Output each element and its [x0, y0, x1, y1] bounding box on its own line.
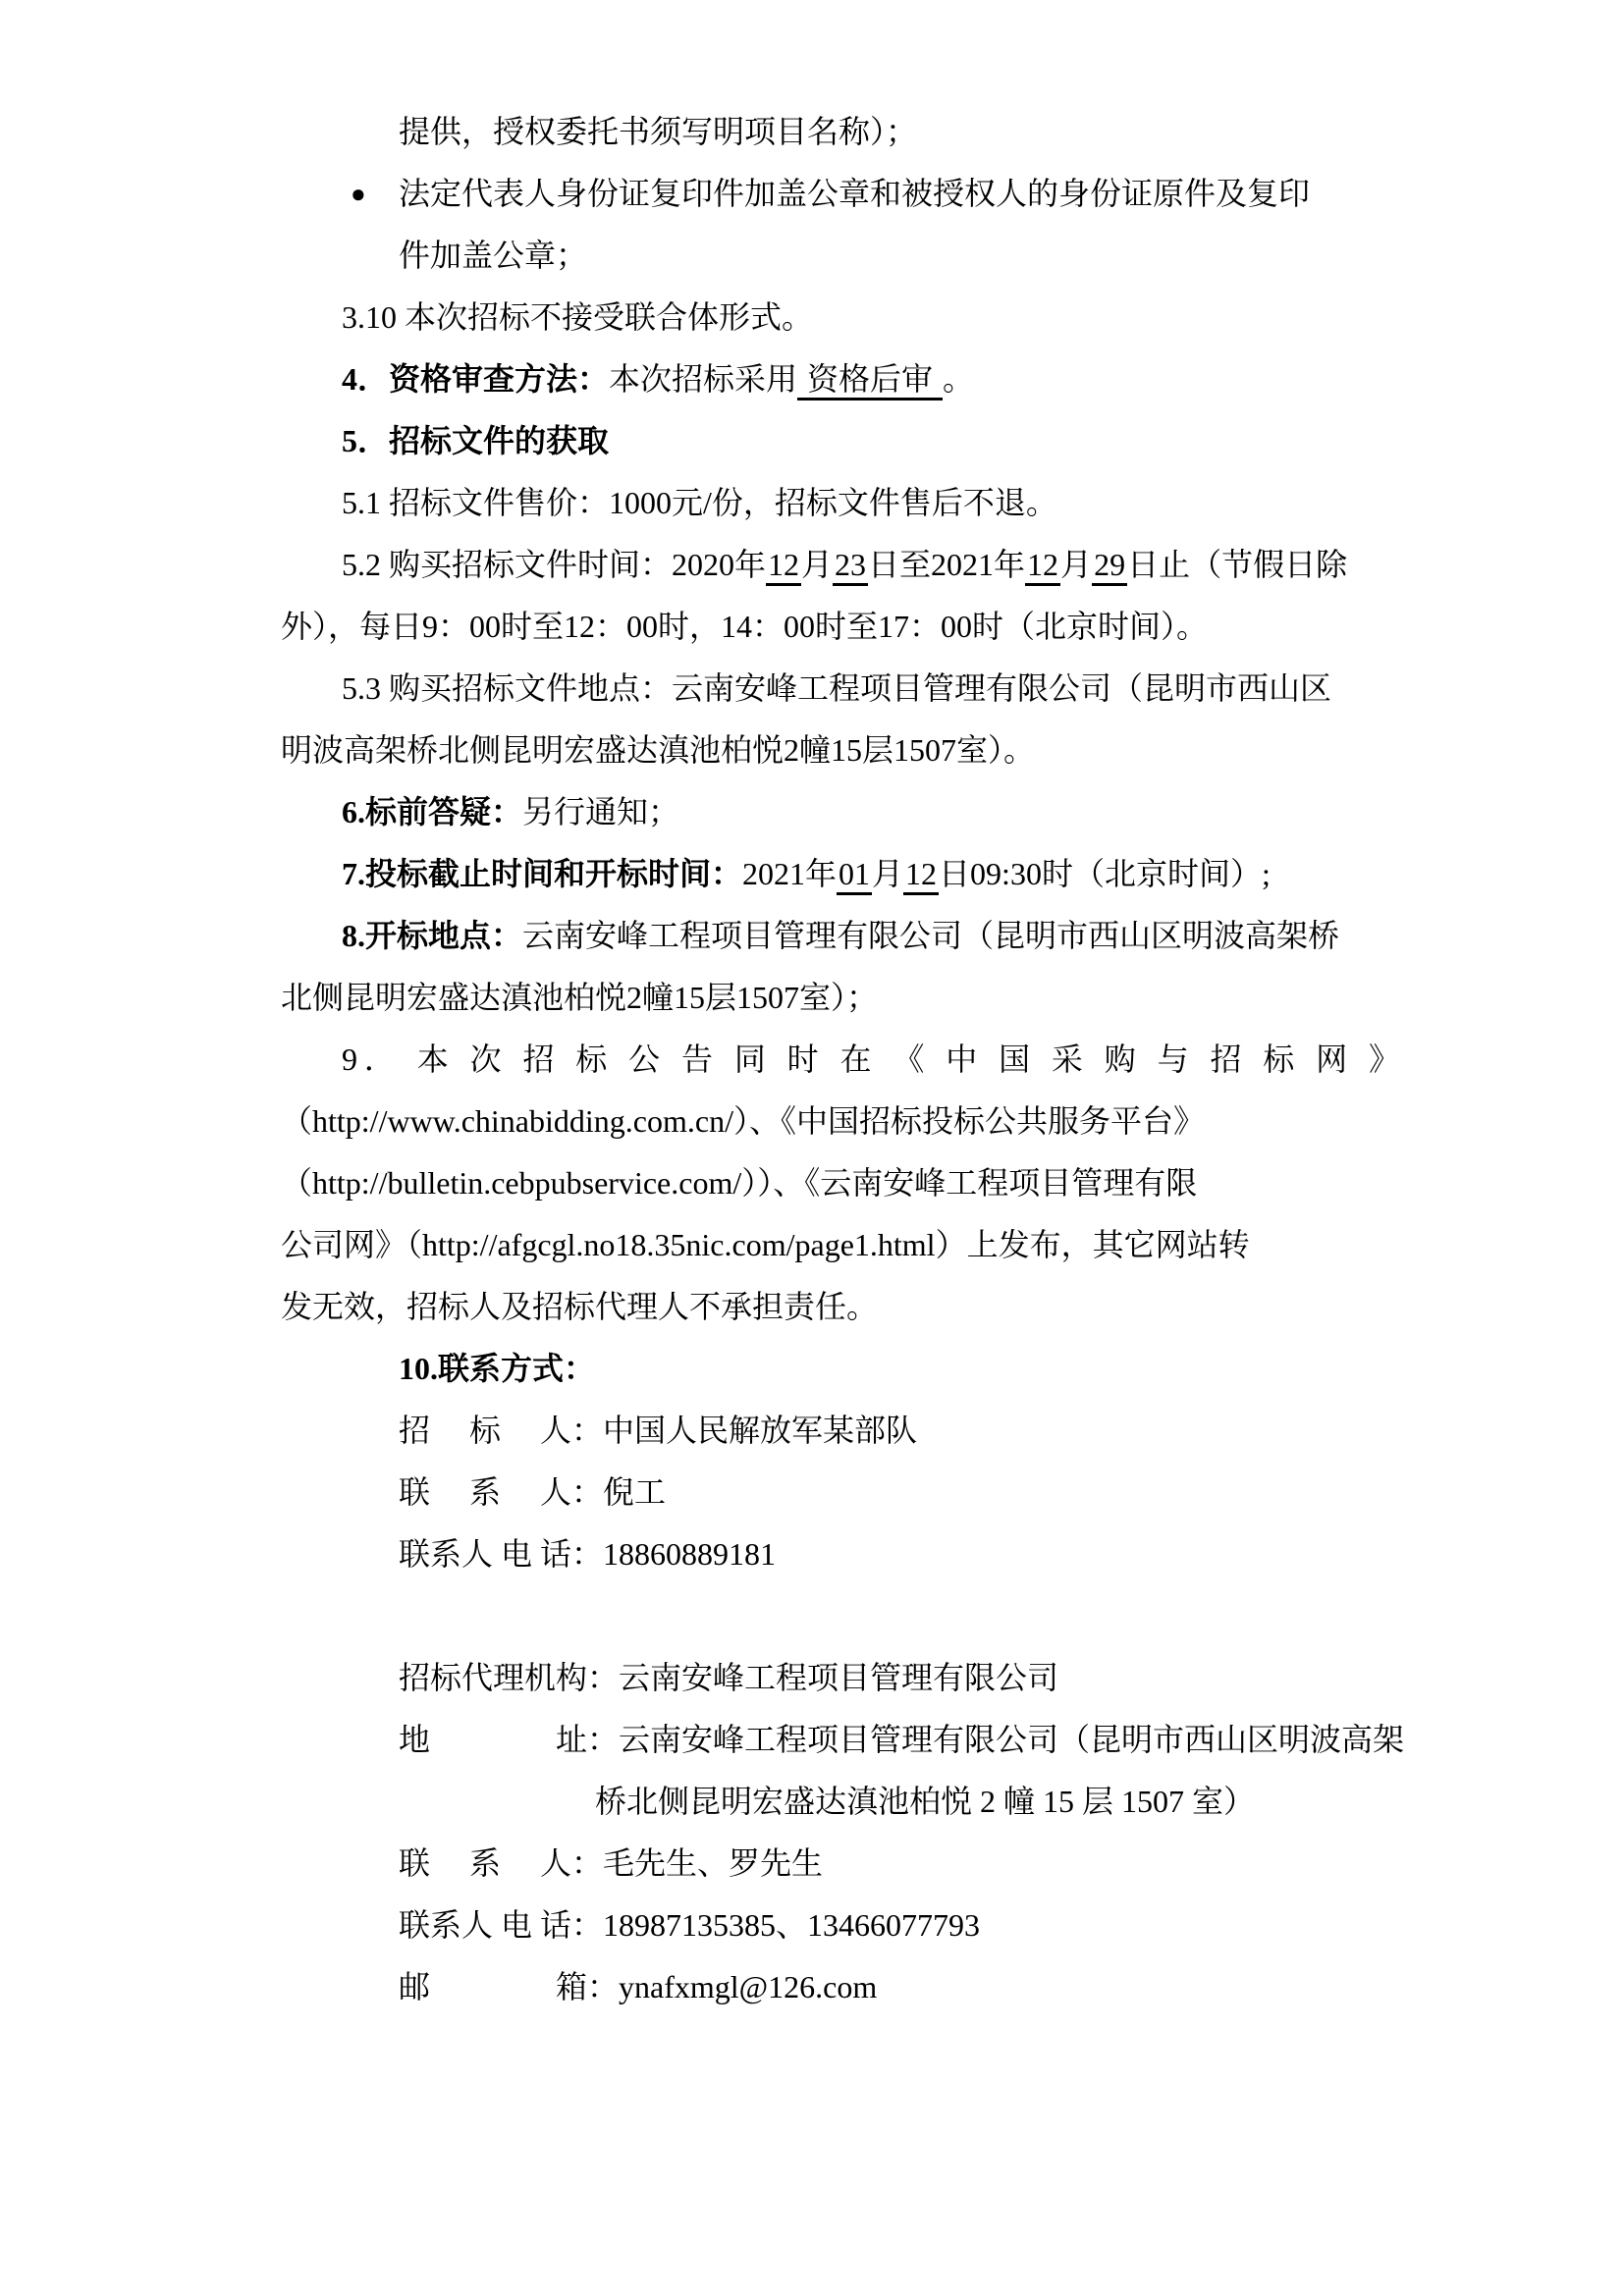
text-segment: 公司网》（http://afgcgl.no18.35nic.com/page1.html）上发布，其它网站转	[281, 1227, 1250, 1262]
document-line	[281, 1462, 1400, 1523]
text-segment: 明波高架桥北侧昆明宏盛达滇池柏悦2幢15层1507室）。	[281, 732, 1036, 768]
document-line	[281, 1400, 1400, 1462]
fill-in-blank-text: 29	[1092, 547, 1127, 586]
text-segment: 地 址：云南安峰工程项目管理有限公司（昆明市西山区明波高架	[399, 1722, 1405, 1757]
document-line	[281, 1152, 1400, 1214]
text-segment: 北侧昆明宏盛达滇池柏悦2幢15层1507室）；	[281, 980, 879, 1015]
text-segment: （http://www.chinabidding.com.cn/）、《中国招标投标公共服务平台》	[281, 1103, 1205, 1139]
text-segment: 联系人 电 话：18860889181	[399, 1536, 777, 1572]
document-line	[281, 967, 1400, 1029]
document-line	[281, 1709, 1405, 1771]
document-line	[281, 1956, 1400, 2018]
text-segment: 邮 箱：ynafxmgl@126.com	[399, 1969, 878, 2004]
text-segment: 提供，授权委托书须写明项目名称）；	[399, 114, 918, 149]
text-segment: 联系人 电 话：18987135385、13466077793	[399, 1907, 981, 1943]
section-heading-text: 7.投标截止时间和开标时间：	[342, 856, 743, 891]
document-line	[281, 720, 1400, 781]
text-segment: 月	[801, 547, 834, 582]
section-heading-text: 8.开标地点：	[342, 918, 523, 953]
fill-in-blank-text: 12	[903, 856, 939, 895]
text-segment: （http://bulletin.cebpubservice.com/））、《云南安峰工程项目管理有限	[281, 1165, 1198, 1201]
document-line	[281, 905, 1400, 967]
fill-in-blank-text: 12	[1025, 547, 1060, 586]
document-line	[281, 1029, 1400, 1091]
document-line	[281, 1771, 1400, 1833]
text-segment: 联 系 人：倪工	[399, 1474, 667, 1510]
text-segment: 招标代理机构：云南安峰工程项目管理有限公司	[399, 1660, 1059, 1695]
document-line	[281, 163, 1400, 225]
text-segment: 9． 本 次 招 标 公 告 同 时 在 《 中 国 采 购 与 招 标 网 》	[342, 1041, 1400, 1077]
section-heading-text: 10.联系方式：	[399, 1351, 596, 1386]
text-segment: 5.1 招标文件售价：1000元/份，招标文件售后不退。	[342, 485, 1057, 520]
text-segment: 外），每日9：00时至12：00时，14：00时至17：00时（北京时间）。	[281, 609, 1209, 644]
document-line	[281, 348, 1400, 410]
blank-line	[281, 1585, 1400, 1647]
bullet-icon: ●	[351, 180, 366, 208]
document-line	[281, 287, 1400, 348]
document-line	[281, 1647, 1400, 1709]
document-line	[281, 1338, 1400, 1400]
document-line	[281, 472, 1400, 534]
text-segment: 桥北侧昆明宏盛达滇池柏悦 2 幢 15 层 1507 室）	[595, 1784, 1256, 1819]
fill-in-blank-text: 资格后审	[797, 361, 943, 400]
document-body	[281, 0, 1405, 2018]
text-segment: 联 系 人：毛先生、罗先生	[399, 1845, 824, 1881]
document-line	[281, 1091, 1400, 1152]
text-segment: 月	[872, 856, 904, 891]
text-segment: 本次招标采用	[609, 361, 798, 397]
section-heading-text: 5．招标文件的获取	[342, 423, 610, 458]
document-line	[281, 596, 1400, 658]
fill-in-blank-text: 23	[833, 547, 868, 586]
document-line	[281, 1895, 1400, 1956]
document-line	[281, 225, 1400, 287]
text-segment: 日止（节假日除	[1127, 547, 1348, 582]
text-segment: 法定代表人身份证复印件加盖公章和被授权人的身份证原件及复印	[399, 176, 1311, 211]
document-line	[281, 658, 1400, 720]
text-segment: 5.3 购买招标文件地点：云南安峰工程项目管理有限公司（昆明市西山区	[342, 670, 1332, 706]
text-segment: 日至2021年	[868, 547, 1026, 582]
document-line	[281, 843, 1400, 905]
text-segment: 云南安峰工程项目管理有限公司（昆明市西山区明波高架桥	[522, 918, 1340, 953]
text-segment: 日09:30时（北京时间）;	[939, 856, 1271, 891]
document-line	[281, 1833, 1400, 1895]
text-segment: 5.2 购买招标文件时间：2020年	[342, 547, 767, 582]
section-heading-text: 4．资格审查方法：	[342, 361, 610, 397]
fill-in-blank-text: 12	[766, 547, 801, 586]
text-segment: 另行通知；	[522, 794, 680, 829]
text-segment: 月	[1060, 547, 1093, 582]
document-line	[281, 781, 1400, 843]
document-line	[281, 1523, 1400, 1585]
text-segment: 招 标 人：中国人民解放军某部队	[399, 1413, 918, 1448]
text-segment: 件加盖公章；	[399, 238, 588, 273]
document-line	[281, 1214, 1400, 1276]
text-segment: 发无效，招标人及招标代理人不承担责任。	[281, 1289, 879, 1324]
document-line	[281, 534, 1400, 596]
text-segment: 2021年	[742, 856, 838, 891]
document-line	[281, 410, 1400, 472]
section-heading-text: 6.标前答疑：	[342, 794, 523, 829]
document-line	[281, 1276, 1400, 1338]
document-line	[281, 101, 1400, 163]
fill-in-blank-text: 01	[837, 856, 872, 895]
text-segment: 。	[943, 361, 975, 397]
text-segment: 3.10 本次招标不接受联合体形式。	[342, 299, 814, 335]
